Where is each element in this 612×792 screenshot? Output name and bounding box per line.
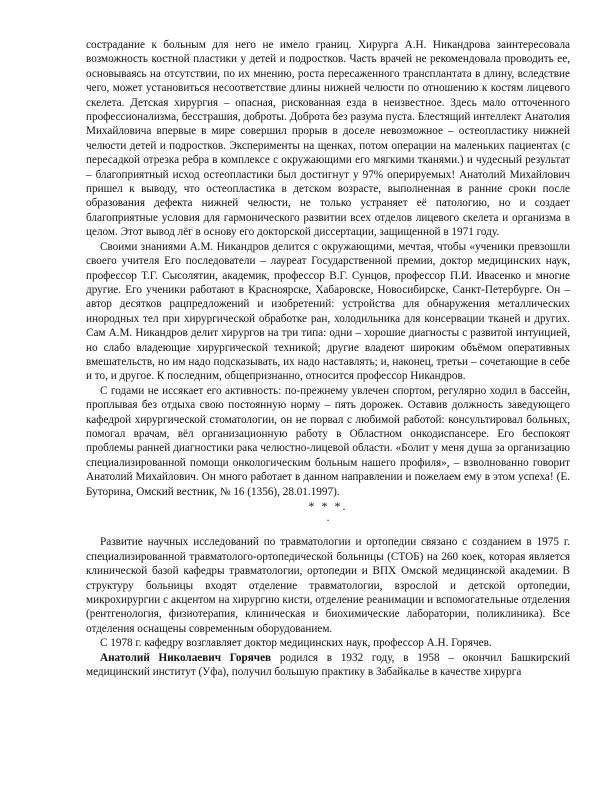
paragraph-osteoplasty: сострадание к больным для него не имело границ. Хирурга А.Н. Никандрова заинтересовала возможность костной пластики у детей и подростков. Часть врачей не рекомендовала проводить ее, основываясь на отсутствии, по их мнению, роста пересаженного трансплантата в длину, вследствие чего, может установиться несоответствие длины нижней челюсти по отношению к костям лицевого скелета. Детская хирургия – опасная, рискованная езда в неизвестное. Здесь мало отточенного профессионализма, бесстрашия, доброты. Доброта без разума пуста. Блестящий интеллект Анатолия Михайловича впервые в мире совершил прорыв в доселе невозможное – остеопластику нижней челюсти детей и подростков. Эксперименты на щенках, потом операции на маленьких пациентах (с пересадкой отрезка ребра в комплексе с окружающими его мягкими тканями.) и чудесный результат – благоприятный исход остеопластики был достигнут у 97% оперируемых! Анатолий Михайлович пришел к выводу, что остеопластика в детском возрасте, выполненная в ранние сроки после образования дефекта нижней челюсти, не только устраняет её патологию, но и создает благоприятные условия для гармонического развитии всех отделов лицевого скелета и организма в целом. Этот вывод лёг в основу его докторской диссертации, защищенной в 1971 году. xyxy=(86,39,570,239)
person-name: Анатолий Николаевич Горячев xyxy=(100,651,272,664)
paragraph-traumatology: Развитие научных исследований по травматологии и ортопедии связано с созданием в 1975 г. специализированной травматолого-ортопедической больницы (СТОБ) на 260 коек, которая является клинической базой кафедры травматологии, ортопедии и ВПХ Омской медицинской академии. В структуру больницы входят отделение травматологии, взрослой и детской ортопедии, микрохирургии с акцентом на хирургию кисти, отделение реанимации и вспомогательные отделения (рентгенология, физиотерапия, клиническая и биохимические лаборатории, поликлиника). Все отделения оснащены современным оборудованием. xyxy=(86,536,570,635)
document-body xyxy=(86,38,570,679)
paragraph-department-head: С 1978 г. кафедру возглавляет доктор медицинских наук, профессор А.Н. Горячев. xyxy=(100,637,492,650)
paragraph-goryachev-text: родился в 1932 году, в 1958 – окончил Башкирский медицинский институт (Уфа), получил большую практику в Забайкалье в качестве хирурга xyxy=(86,651,571,679)
section-separator: * * *. xyxy=(308,499,348,513)
paragraph-students: Своими знаниями А.М. Никандров делится с окружающими, мечтая, чтобы «ученики превзошли своего учителя Его последователи – лауреат Государственной премии, доктор медицинских наук, профессор Т.Г. Сысолятин, академик, профессор В.Г. Сунцов, профессор П.И. Ивасенко и многие другие. Его ученики работают в Красноярске, Хабаровске, Новосибирске, Санкт-Петербурге. Он – автор десятков рацпредложений и изобретений: устройства для обнаружения металлических инородных тел при хирургической обработке ран, холодильника для консервации тканей и других. Сам А.М. Никандров делит хирургов на три типа: одни – хорошие диагносты с развитой интуицией, но слабо владеющие хирургической техникой; другие владеют широким объёмом оперативных вмешательств, но им надо подсказывать, их надо наставлять; и, наконец, третьи – сочетающие в себе и то, и другое. К последним, общепризнанно, относится профессор Никандров. xyxy=(86,240,570,383)
paragraph-goryachev xyxy=(86,651,570,680)
paragraph-activity: С годами не иссякает его активность: по-прежнему увлечен спортом, регулярно ходил в бассейн, проплывая без отдыха свою постоянную норму – пять дорожек. Оставив должность заведующего кафедрой хирургической стоматологии, он не порвал с любимой работой: консультировал больных, помогал врачам, вёл организационную работу в Областном онкодиспансере. Его беспокоят проблемы ранней диагностики рака челюстно-лицевой области. «Болит у меня душа за организацию специализированной помощи онкологическим больным нашего профиля», – взволнованно говорит Анатолий Михайлович. Он много работает в данном направлении и пожелаем ему в этом успеха! (Е. Буторина, Омский вестник, № 16 (1356), 28.01.1997). xyxy=(86,384,570,498)
separator-dot: . xyxy=(326,512,330,525)
